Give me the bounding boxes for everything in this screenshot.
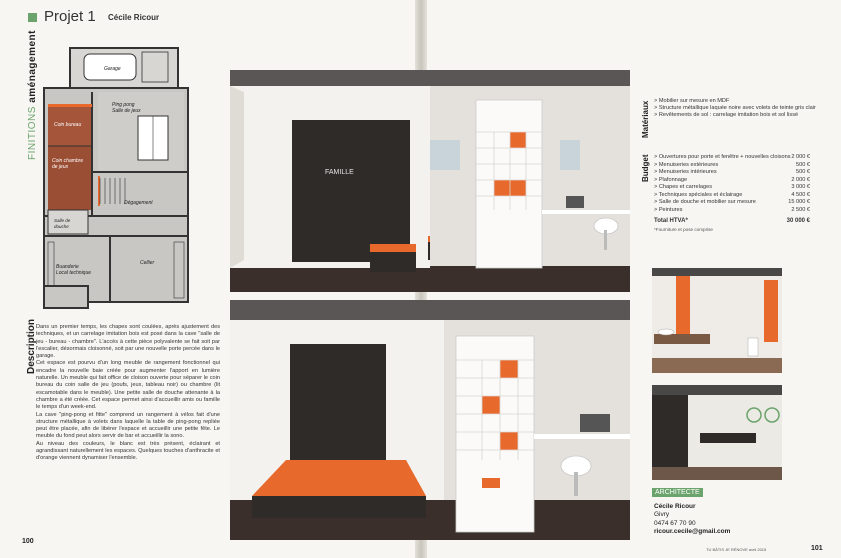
floor-plan — [42, 46, 190, 310]
plan-label-cellier: Cellier — [140, 260, 155, 266]
materials-item: > Mobilier sur mesure en MDF — [654, 98, 730, 104]
project-author: Cécile Ricour — [108, 13, 160, 22]
plan-label-bureau: Coin bureau — [54, 122, 82, 128]
budget-item: > Peintures — [654, 206, 683, 213]
render-office-bedroom — [230, 70, 630, 292]
plan-label-pingpong: Ping pong Salle de jeux — [112, 102, 141, 114]
architect-city: Givry — [654, 511, 670, 519]
budget-amount: 3 000 € — [791, 184, 810, 190]
photo-shower-room — [652, 268, 782, 373]
description-text — [36, 324, 220, 463]
budget-row — [654, 207, 810, 215]
budget-row — [654, 154, 810, 162]
description-paragraph: Au niveau des couleurs, le blanc est très présent, éclairant et agrandissant naturellement les espaces. Quelques touches d'anthracite et d'orange viennent dynamiser l'ensemble. — [36, 440, 220, 462]
budget-row — [654, 184, 810, 192]
budget-total-label: Total HTVA* — [654, 218, 688, 224]
budget-item: > Menuiseries extérieures — [654, 161, 719, 168]
budget-table — [654, 154, 810, 233]
budget-item: > Chapes et carrelages — [654, 184, 712, 190]
architect-info — [654, 503, 730, 537]
materials-list — [654, 98, 824, 119]
budget-amount: 2 000 € — [791, 154, 810, 160]
description-paragraph: Cet espace est pourvu d'un long meuble de rangement fonctionnel qui encadre la nouvelle baie créée pour augmenter l'apport en lumière naturelle. Un meuble qui fait office de cloison ouverte pour séparer le coin bureau du coin salle de jeu (poufs, jeux, tableau noir) ou chambre (lit escamotable dans le meuble). Une petite salle de douche attenante à la chambre a été créée. Cet espace permet ainsi d'accueillir amis ou famille le temps d'un week-end. — [36, 360, 220, 411]
budget-amount: 2 500 € — [791, 206, 810, 213]
budget-amount: 500 € — [796, 161, 810, 168]
budget-amount: 2 000 € — [791, 176, 810, 183]
section-label — [27, 30, 38, 160]
section-marker — [28, 13, 37, 22]
section-label-bold: aménagement — [27, 30, 38, 103]
plan-label-douche: Salle de douche — [54, 218, 71, 229]
budget-item: > Techniques spéciales et éclairage — [654, 191, 743, 198]
chalkboard-text: FAMILLE — [325, 169, 354, 176]
budget-row — [654, 177, 810, 185]
budget-item: > Salle de douche et mobilier sur mesure — [654, 199, 756, 205]
budget-item: > Ouvertures pour porte et fenêtre + nouvelles cloisons — [654, 154, 791, 160]
budget-total-amount: 30 000 € — [786, 218, 810, 224]
budget-row — [654, 199, 810, 207]
plan-label-buanderie: Buanderie Local technique — [56, 264, 92, 276]
description-label: Description — [26, 318, 37, 374]
plan-label-garage: Garage — [104, 66, 121, 72]
section-label-light: FINITIONS — [27, 106, 38, 160]
architect-name: Cécile Ricour — [654, 503, 696, 510]
footer-publication: TU BÂTIS JE RÉNOVE avril 2015 — [706, 547, 767, 552]
architect-email[interactable]: ricour.cecile@gmail.com — [654, 528, 731, 536]
budget-label: Budget — [641, 154, 650, 182]
materials-item: > Revêtements de sol : carrelage imitation bois et sol lissé — [654, 112, 799, 118]
materials-label: Matériaux — [641, 100, 650, 138]
description-paragraph: Dans un premier temps, les chapes sont coulées, après ajustement des techniques, et un carrelage imitation bois est posé dans la cave "salle de jeu - bureau - chambre". L'accès à cette pièce polyvalente se fait soit par l'escalier, désormais cloisonné, soit par une nouvelle porte percée dans le garage. — [36, 324, 220, 360]
page-number-right: 101 — [811, 545, 823, 552]
architect-phone: 0474 67 70 90 — [654, 519, 696, 527]
plan-label-degagement: Dégagement — [124, 200, 153, 206]
budget-row — [654, 192, 810, 200]
materials-item: > Structure métallique laquée noire avec volets de teinte gris clair — [654, 105, 816, 111]
photo-pingpong-room — [652, 385, 782, 480]
page-title: Projet 1 — [44, 8, 96, 25]
budget-item: > Plafonnage — [654, 176, 688, 183]
plan-label-chambre: Coin chambre de jeux — [52, 158, 84, 170]
budget-row — [654, 162, 810, 170]
budget-amount: 15 000 € — [788, 199, 810, 205]
budget-row — [654, 169, 810, 177]
budget-item: > Menuiseries intérieures — [654, 169, 717, 175]
budget-amount: 4 500 € — [791, 191, 810, 198]
page-number-left: 100 — [22, 538, 34, 545]
budget-footnote: *Fourniture et pose comprise — [654, 226, 713, 232]
architect-tag: ARCHITECTE — [652, 488, 703, 497]
description-paragraph: La cave "ping-pong et fitte" comprend un rangement à vélos fait d'une structure métallique à volets dans laquelle la table de ping-pong repliée peut être placée, afin de libérer l'espace et accueillir une petite fête. Le meuble du fond peut alors servir de bar et accueillir la sono. — [36, 411, 220, 440]
render-bed-cabinet — [230, 300, 630, 540]
budget-amount: 500 € — [796, 169, 810, 175]
budget-total-row — [654, 218, 810, 226]
